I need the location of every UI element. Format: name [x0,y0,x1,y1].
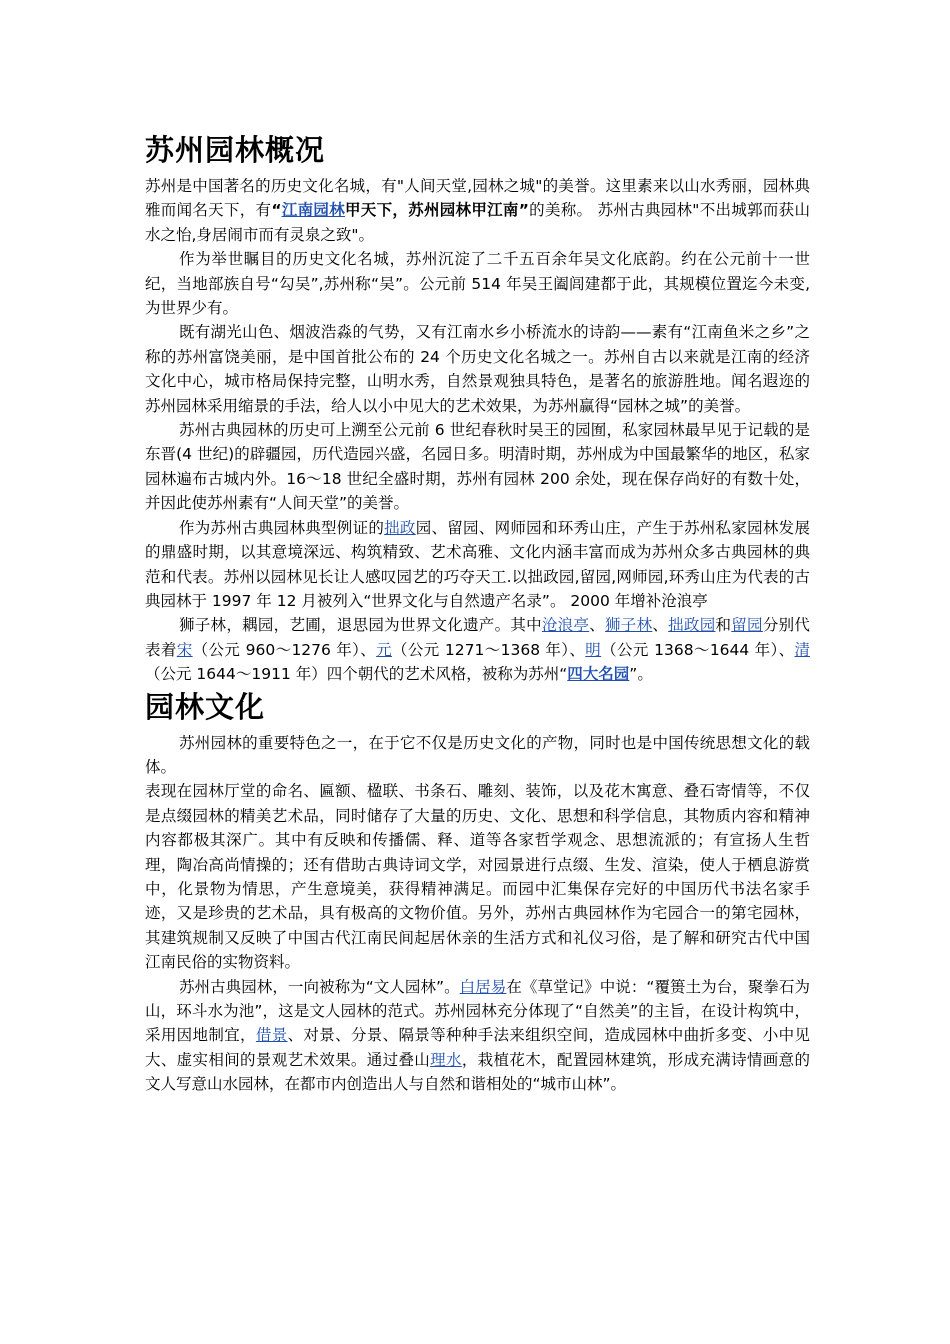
text: （公元 1368～1644 年）、 [601,640,795,659]
document-page [145,120,810,1097]
link-jiejing[interactable]: 借景 [255,1026,288,1045]
text: 、 [652,616,669,635]
link-four-famous-gardens[interactable]: 四大名园 [567,665,630,684]
bold-quote-close: ” [518,201,529,220]
link-zhuozheng[interactable]: 拙政 [384,518,416,537]
text: （公元 1644～1911 年）四个朝代的艺术风格，被称为苏州“ [145,665,568,684]
link-bai-juyi[interactable]: 白居易 [459,977,507,996]
text: 、 [589,616,606,635]
section-title-overview: 苏州园林概况 [145,133,326,167]
paragraph-world-heritage [145,516,810,614]
text: 苏州是中国著名的历史文化名城，有"人间天堂,园林之城"的美誉。这里素来以山水秀丽，园林典雅而闻名天下，有 [145,177,810,220]
text: ”。 [629,665,653,684]
link-liuyuan[interactable]: 留园 [731,616,763,635]
paragraph-history-city: 作为举世瞩目的历史文化名城，苏州沉淀了二千五百余年吴文化底韵。约在公元前十一世纪，当地部族自号“勾吴”,苏州称“吴”。公元前 514 年吴王阖闾建都于此，其规模位置迄今未变,为世界少有。 [145,250,810,318]
text: （公元 960～1276 年）、 [192,640,377,659]
text: 园、留园、网师园和环秀山庄，产生于苏州私家园林发展的鼎盛时期，以其意境深远、构筑精致、艺术高雅、文化内涵丰富而成为苏州众多古典园林的典范和代表。苏州以园林见长让人感叹园艺的巧夺天工.以拙政园,留园,网师园,环秀山庄为代表的古典园林于 1997 年 12 月被列入“世界文化与自然遗产名录”。 2000 年增补沧浪亭 [145,518,810,610]
link-lishui[interactable]: 理水 [430,1050,462,1069]
paragraph-literati-gardens [145,975,810,1097]
bold-quote-open: “ [271,201,282,220]
link-qing[interactable]: 清 [794,640,810,659]
text: 的美称。 苏州古典园林"不出城郭而获山水之怡,身居闹市而有灵泉之致"。 [145,201,810,244]
section-title-culture: 园林文化 [145,689,266,724]
text: 分别代表着 [145,616,810,659]
text: 在《草堂记》中说：“覆篑土为台，聚拳石为山，环斗水为池”，这是文人园林的范式。苏州园林充分体现了“自然美”的主旨，在设计构筑中，采用因地制宜， [145,977,810,1045]
link-song[interactable]: 宋 [176,640,193,659]
link-shizilin[interactable]: 狮子林 [605,616,653,635]
paragraph-culture-intro: 苏州园林的重要特色之一，在于它不仅是历史文化的产物，同时也是中国传统思想文化的载体。 [145,733,810,776]
paragraph-four-gardens [145,613,810,686]
paragraph-culture-detail: 表现在园林厅堂的命名、匾额、楹联、书条石、雕刻、装饰，以及花木寓意、叠石寄情等，不仅是点缀园林的精美艺术品，同时储存了大量的历史、文化、思想和科学信息，其物质内容和精神内容都极其深广。其中有反映和传播儒、释、道等各家哲学观念、思想流派的；有宣扬人生哲理，陶冶高尚情操的；还有借助古典诗词文学，对园景进行点缀、生发、渲染，使人于栖息游赏中，化景物为情思，产生意境美，获得精神满足。而园中汇集保存完好的中国历代书法名家手迹，又是珍贵的艺术品，具有极高的文物价值。另外，苏州古典园林作为宅园合一的第宅园林，其建筑规制又反映了中国古代江南民间起居休亲的生活方式和礼仪习俗，是了解和研究古代中国江南民俗的实物资料。 [145,782,810,972]
link-ming[interactable]: 明 [585,640,602,659]
link-canglangting[interactable]: 沧浪亭 [541,616,590,635]
paragraph-garden-history: 苏州古典园林的历史可上溯至公元前 6 世纪春秋时吴王的园囿，私家园林最早见于记载的是东晋(4 世纪)的辟疆园，历代造园兴盛，名园日多。明清时期，苏州成为中国最繁华的地区，私家园林遍布古城内外。16～18 世纪全盛时期，苏州有园林 200 余处，现在保存尚好的有数十处，并因此使苏州素有“人间天堂”的美誉。 [145,421,810,513]
text: （公元 1271～1368 年）、 [391,640,586,659]
text: 作为苏州古典园林典型例证的 [179,518,385,537]
text: 、对景、分景、隔景等种种手法来组织空间，造成园林中曲折多变、小中见大、虚实相间的景观艺术效果。通过叠山 [145,1026,810,1069]
link-zhuozhengyuan[interactable]: 拙政园 [668,616,716,635]
paragraph-intro [145,174,810,247]
link-yuan[interactable]: 元 [376,640,392,659]
text: ，栽植花木，配置园林建筑，形成充满诗情画意的文人写意山水园林，在都市内创造出人与自然和谐相处的“城市山林”。 [145,1050,810,1094]
text: 苏州古典园林，一向被称为“文人园林”。 [179,977,460,996]
text: 狮子林，耦园，艺圃，退思园为世界文化遗产。其中 [179,616,542,635]
bold-text: 甲天下，苏州园林甲江南 [345,201,519,220]
link-jiangnan-yuanlin[interactable]: 江南园林 [281,201,345,220]
paragraph-landscape: 既有湖光山色、烟波浩淼的气势，又有江南水乡小桥流水的诗韵——素有“江南鱼米之乡”之称的苏州富饶美丽，是中国首批公布的 24 个历史文化名城之一。苏州自古以来就是江南的经济文化中心，城市格局保持完整，山明水秀，自然景观独具特色，是著名的旅游胜地。闻名遐迩的苏州园林采用缩景的手法，给人以小中见大的艺术效果，为苏州赢得“园林之城”的美誉。 [145,323,810,415]
text: 和 [715,616,732,635]
